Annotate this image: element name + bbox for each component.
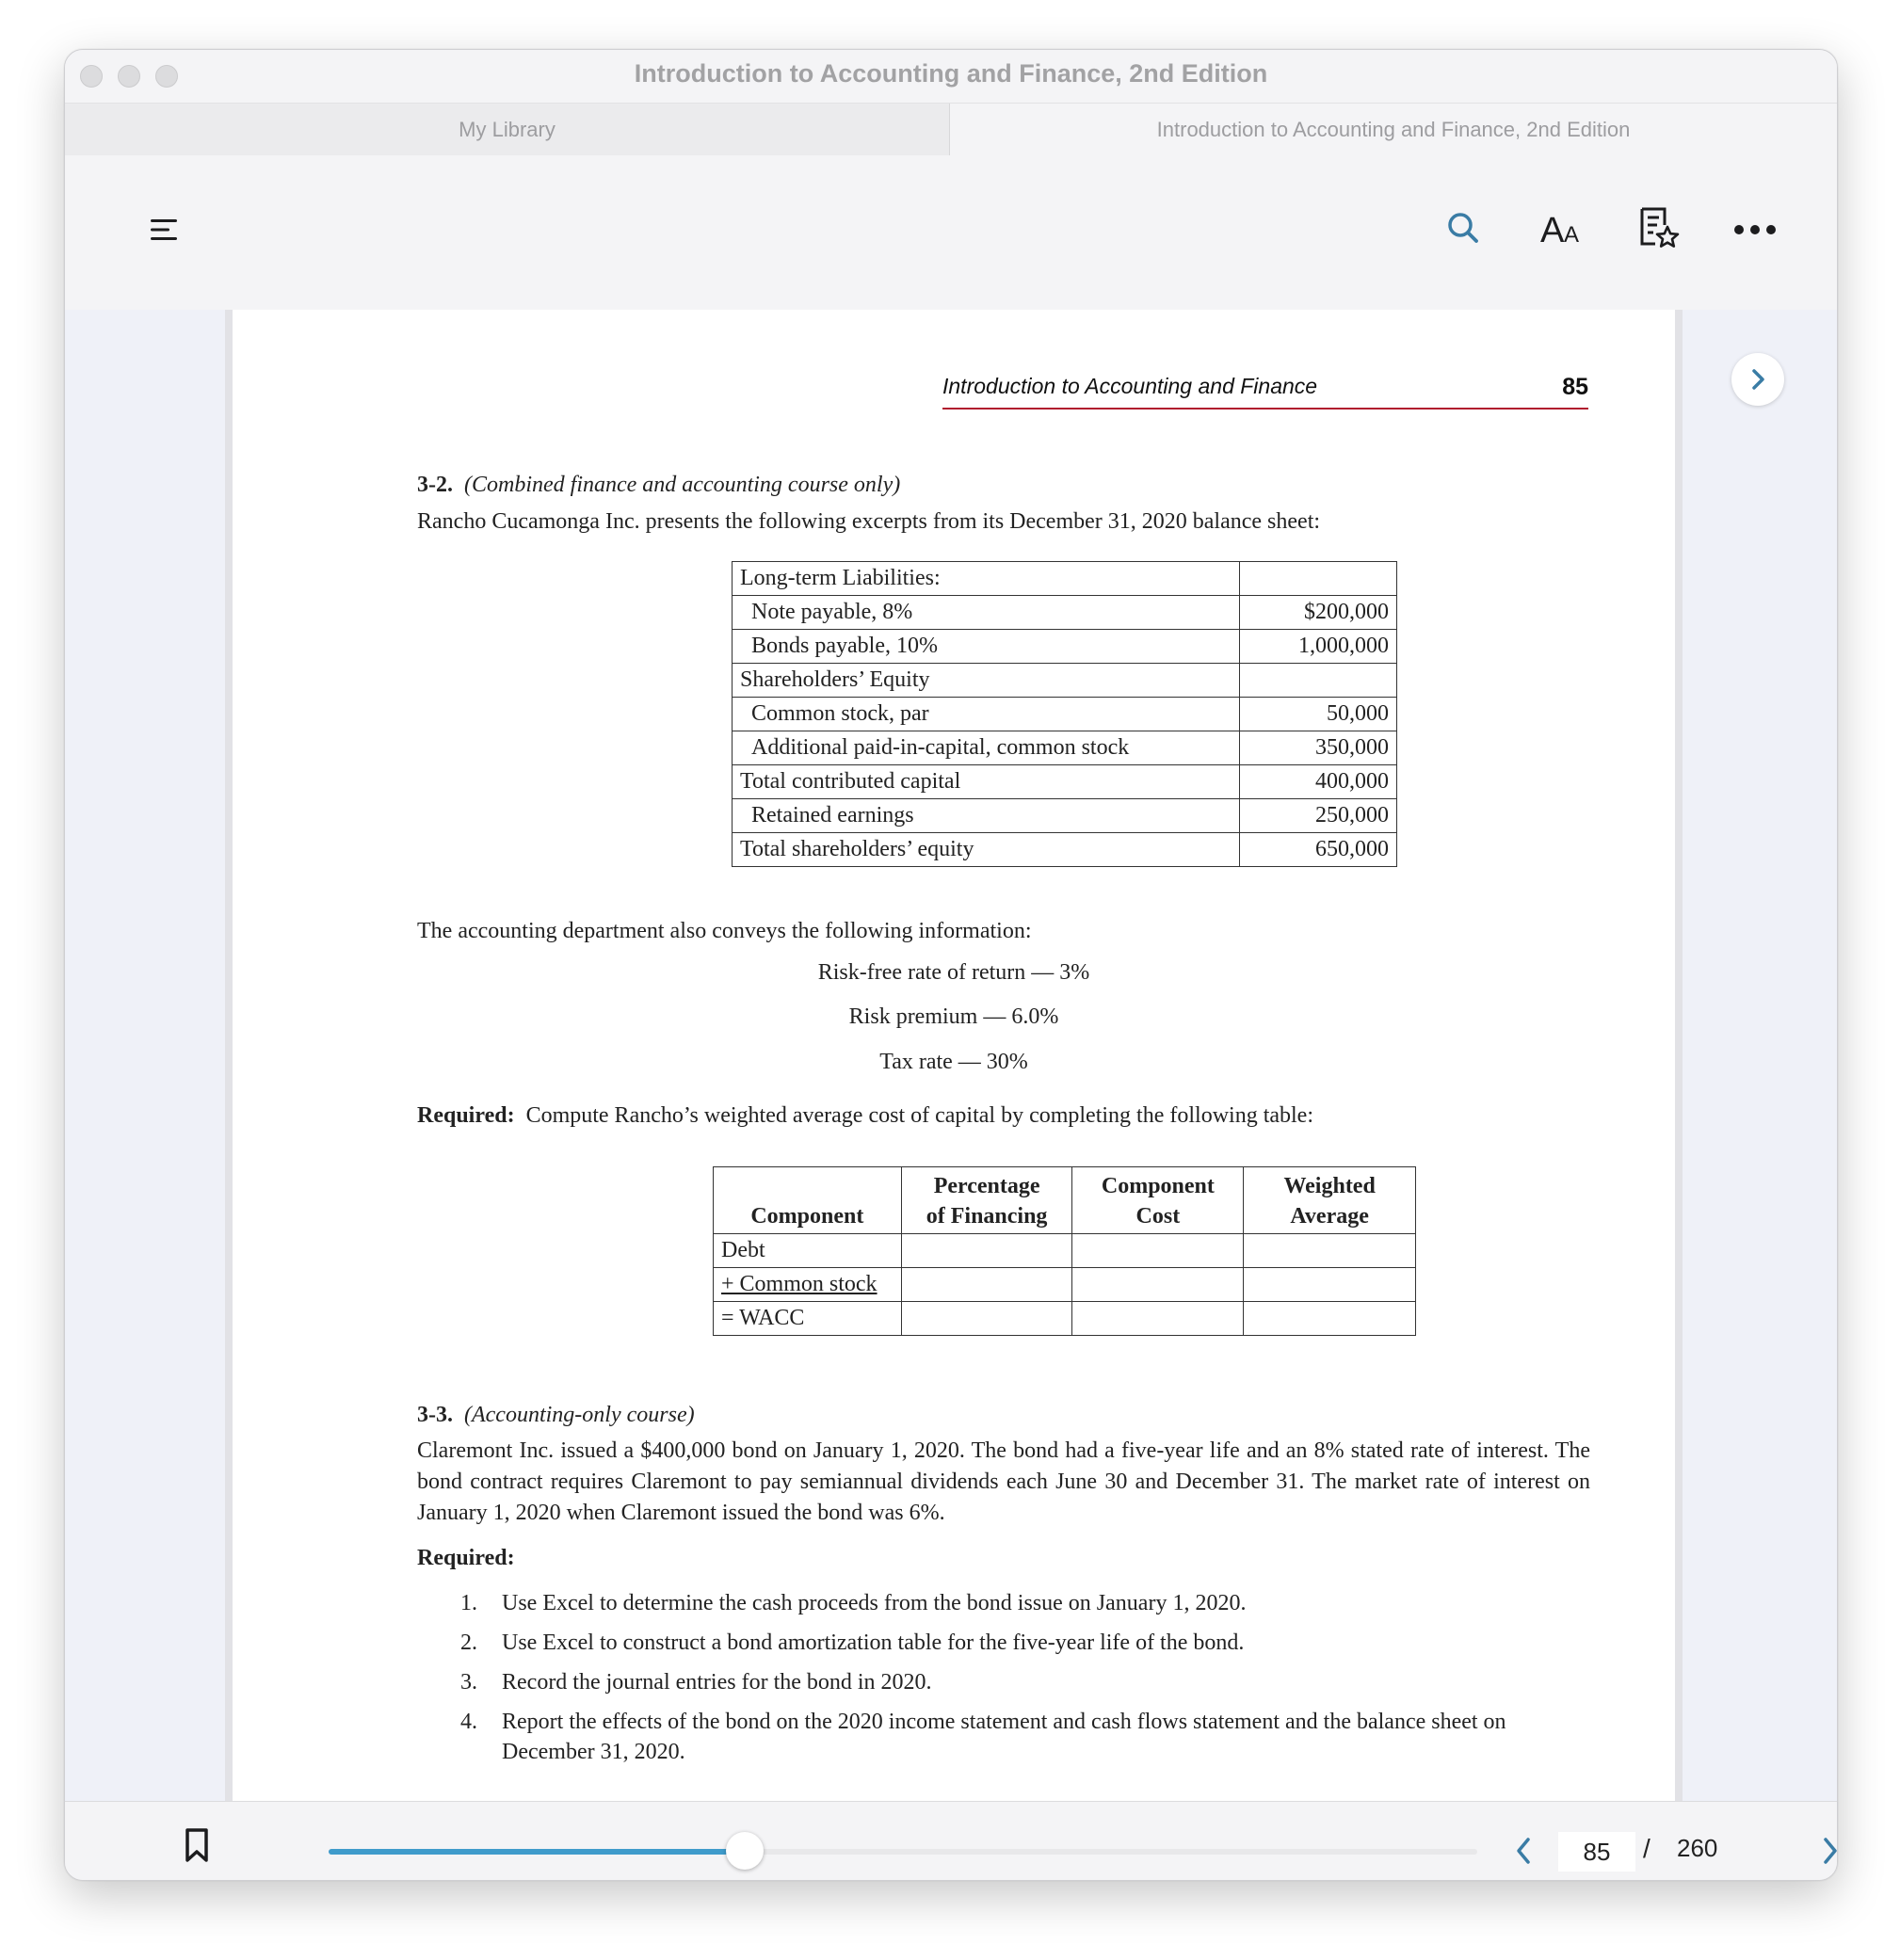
running-title: Introduction to Accounting and Finance bbox=[942, 374, 1318, 398]
balance-sheet-row bbox=[733, 596, 1397, 630]
running-header bbox=[942, 372, 1588, 410]
balance-sheet-label: Long-term Liabilities: bbox=[733, 562, 1240, 596]
required-item bbox=[417, 1628, 1547, 1658]
required-item-text: Record the journal entries for the bond in 2020. bbox=[502, 1670, 932, 1695]
wacc-row-label: Debt bbox=[714, 1234, 902, 1268]
progress-fill bbox=[329, 1849, 745, 1855]
exercise-number: 3-3. bbox=[417, 1403, 453, 1427]
wacc-header-percentage: Percentage of Financing bbox=[901, 1167, 1072, 1234]
required-item-text: Use Excel to construct a bond amortization table for the five-year life of the bond. bbox=[502, 1631, 1245, 1655]
chevron-right-icon bbox=[1748, 368, 1767, 391]
tab-my-library[interactable]: My Library bbox=[65, 104, 950, 156]
required-label: Required: bbox=[417, 1103, 515, 1128]
next-page-button[interactable] bbox=[1731, 353, 1784, 406]
menu-button[interactable] bbox=[142, 208, 185, 251]
wacc-empty-cell bbox=[1244, 1302, 1416, 1336]
required-item-number: 2. bbox=[460, 1631, 477, 1655]
title-bar bbox=[65, 50, 1837, 103]
required-item-text: Use Excel to determine the cash proceeds from the bond issue on January 1, 2020. bbox=[502, 1591, 1247, 1615]
balance-sheet-label: Additional paid-in-capital, common stock bbox=[733, 731, 1240, 765]
wacc-empty-cell bbox=[1072, 1302, 1244, 1336]
exercise-3-2-intro: Rancho Cucamonga Inc. presents the following excerpts from its December 31, 2020 balance sheet: bbox=[417, 509, 1321, 534]
total-pages: 260 bbox=[1677, 1834, 1718, 1862]
exercise-3-2-required bbox=[417, 1100, 1313, 1132]
menu-icon bbox=[150, 217, 178, 242]
font-size-icon bbox=[1540, 210, 1584, 246]
balance-sheet-value: 650,000 bbox=[1240, 833, 1397, 867]
more-options-button[interactable] bbox=[1731, 208, 1779, 251]
exercise-number: 3-2. bbox=[417, 473, 453, 497]
exercise-3-3-body: Claremont Inc. issued a $400,000 bond on January 1, 2020. The bond had a five-year life and an 8% stated rate of interest. The bond contract requires Claremont to pay semiannual dividends each June 30 and December 31. The market rate of interest on January 1, 2020 when Claremont issued the bond was 6%. bbox=[417, 1438, 1590, 1525]
info-risk-free: Risk-free rate of return — 3% bbox=[817, 960, 1090, 985]
required-list bbox=[417, 1588, 1547, 1776]
search-button[interactable] bbox=[1440, 204, 1487, 251]
bookmark-icon bbox=[184, 1827, 210, 1863]
wacc-row-label: + Common stock bbox=[714, 1268, 902, 1302]
bookmarks-list-icon bbox=[1638, 206, 1680, 249]
wacc-empty-cell bbox=[1244, 1234, 1416, 1268]
required-item-number: 1. bbox=[460, 1591, 477, 1615]
wacc-empty-cell bbox=[1072, 1234, 1244, 1268]
wacc-empty-cell bbox=[1072, 1268, 1244, 1302]
balance-sheet-row bbox=[733, 664, 1397, 698]
next-page-footer-button[interactable] bbox=[1814, 1830, 1838, 1872]
app-window bbox=[64, 49, 1838, 1881]
balance-sheet-label: Shareholders’ Equity bbox=[733, 664, 1240, 698]
chevron-right-icon bbox=[1822, 1837, 1838, 1865]
balance-sheet-row bbox=[733, 562, 1397, 596]
required-item bbox=[417, 1667, 1547, 1697]
balance-sheet-value: 50,000 bbox=[1240, 698, 1397, 731]
bookmarks-list-button[interactable] bbox=[1635, 202, 1683, 253]
balance-sheet-label: Common stock, par bbox=[733, 698, 1240, 731]
balance-sheet-row bbox=[733, 698, 1397, 731]
book-page bbox=[233, 310, 1675, 1801]
page-edge-right bbox=[1675, 310, 1683, 1801]
exercise-note: (Accounting-only course) bbox=[464, 1403, 695, 1427]
balance-sheet-row bbox=[733, 765, 1397, 799]
balance-sheet-row bbox=[733, 799, 1397, 833]
tab-bar bbox=[65, 103, 1837, 156]
wacc-empty-cell bbox=[1244, 1268, 1416, 1302]
exercise-note: (Combined finance and accounting course only) bbox=[464, 473, 901, 497]
progress-thumb[interactable] bbox=[726, 1832, 764, 1870]
previous-page-button[interactable] bbox=[1507, 1830, 1539, 1872]
exercise-3-3-heading bbox=[417, 1400, 695, 1431]
wacc-header-weighted: Weighted Average bbox=[1244, 1167, 1416, 1234]
wacc-row-label: = WACC bbox=[714, 1302, 902, 1336]
required-item bbox=[417, 1588, 1547, 1618]
required-item-number: 3. bbox=[460, 1670, 477, 1695]
page-progress-slider[interactable] bbox=[329, 1849, 1477, 1855]
wacc-row bbox=[714, 1234, 1416, 1268]
info-intro: The accounting department also conveys the following information: bbox=[417, 919, 1032, 943]
page-edge-left bbox=[225, 310, 233, 1801]
balance-sheet-label: Note payable, 8% bbox=[733, 596, 1240, 630]
page-separator: / bbox=[1643, 1834, 1650, 1863]
wacc-row bbox=[714, 1302, 1416, 1336]
page-number: 85 bbox=[1562, 374, 1588, 400]
window-title: Introduction to Accounting and Finance, 2nd Edition bbox=[634, 59, 1268, 88]
balance-sheet-value: 350,000 bbox=[1240, 731, 1397, 765]
balance-sheet-value: $200,000 bbox=[1240, 596, 1397, 630]
balance-sheet-table bbox=[732, 561, 1397, 867]
svg-text:A: A bbox=[1564, 222, 1580, 246]
balance-sheet-row bbox=[733, 731, 1397, 765]
balance-sheet-label: Total contributed capital bbox=[733, 765, 1240, 799]
info-tax-rate: Tax rate — 30% bbox=[879, 1050, 1028, 1074]
bottom-navigation-bar bbox=[65, 1801, 1837, 1881]
tab-current-book[interactable]: Introduction to Accounting and Finance, 2nd Edition bbox=[950, 104, 1837, 156]
more-icon bbox=[1733, 224, 1777, 235]
balance-sheet-value: 400,000 bbox=[1240, 765, 1397, 799]
balance-sheet-row bbox=[733, 833, 1397, 867]
required-item-number: 4. bbox=[460, 1710, 477, 1734]
wacc-empty-cell bbox=[901, 1268, 1072, 1302]
page-number-input[interactable] bbox=[1558, 1832, 1635, 1872]
balance-sheet-value bbox=[1240, 664, 1397, 698]
balance-sheet-value: 1,000,000 bbox=[1240, 630, 1397, 664]
required-item bbox=[417, 1707, 1547, 1767]
font-size-button[interactable] bbox=[1536, 204, 1588, 251]
reader-content bbox=[65, 310, 1837, 1801]
search-icon bbox=[1446, 211, 1480, 245]
exercise-3-2-heading bbox=[417, 470, 900, 501]
info-risk-premium: Risk premium — 6.0% bbox=[848, 1004, 1059, 1029]
exercise-3-3-required: Required: bbox=[417, 1546, 515, 1570]
balance-sheet-value: 250,000 bbox=[1240, 799, 1397, 833]
chevron-left-icon bbox=[1515, 1837, 1532, 1865]
required-text: Compute Rancho’s weighted average cost of capital by completing the following table: bbox=[525, 1103, 1313, 1128]
bookmark-button[interactable] bbox=[176, 1823, 217, 1868]
wacc-empty-cell bbox=[901, 1234, 1072, 1268]
reader-toolbar bbox=[65, 155, 1837, 311]
balance-sheet-label: Total shareholders’ equity bbox=[733, 833, 1240, 867]
balance-sheet-value bbox=[1240, 562, 1397, 596]
balance-sheet-label: Retained earnings bbox=[733, 799, 1240, 833]
wacc-table bbox=[713, 1166, 1416, 1336]
svg-text:A: A bbox=[1540, 211, 1565, 246]
wacc-row bbox=[714, 1268, 1416, 1302]
wacc-header-cost: Component Cost bbox=[1072, 1167, 1244, 1234]
wacc-header-component: Component bbox=[714, 1167, 902, 1234]
wacc-empty-cell bbox=[901, 1302, 1072, 1336]
balance-sheet-row bbox=[733, 630, 1397, 664]
balance-sheet-label: Bonds payable, 10% bbox=[733, 630, 1240, 664]
required-item-text: Report the effects of the bond on the 2020 income statement and cash flows statement and the balance sheet on December 31, 2020. bbox=[502, 1710, 1506, 1764]
